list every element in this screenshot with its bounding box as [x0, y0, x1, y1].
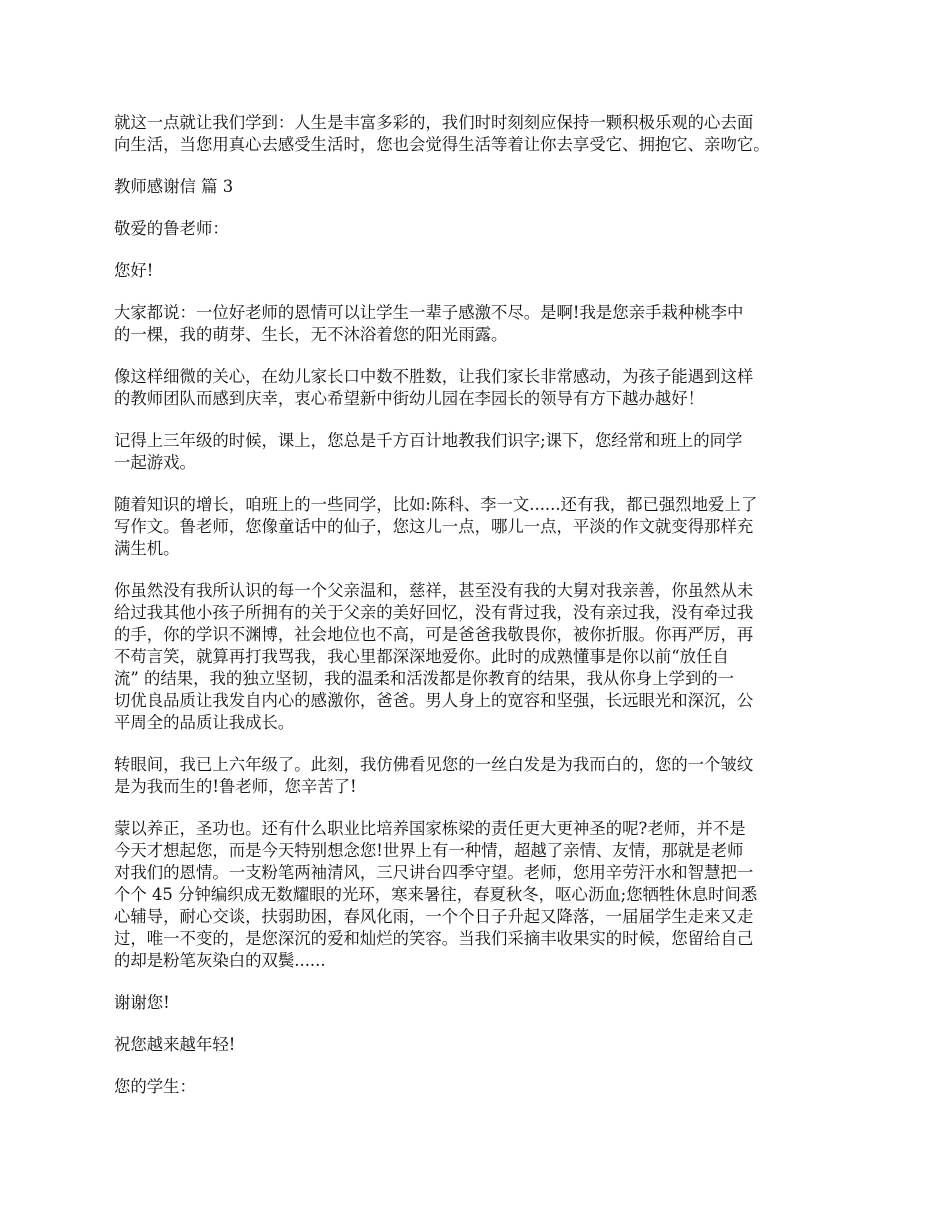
paragraph	[114, 1076, 854, 1098]
paragraph	[114, 1034, 854, 1056]
paragraph	[114, 260, 854, 282]
text-line: 记得上三年级的时候，课上，您总是千方百计地教我们识字;课下，您经常和班上的同学	[114, 431, 743, 450]
text-line: 切优良品质让我发自内心的感激你，爸爸。男人身上的宽容和坚强，长远眼光和深沉，公	[114, 691, 754, 710]
text-line: 的手，你的学识不渊博，社会地位也不高，可是爸爸我敬畏你，被你折服。你再严厉，再	[114, 625, 754, 644]
text-line: 祝您越来越年轻!	[114, 1035, 236, 1054]
text-line: 给过我其他小孩子所拥有的关于父亲的美好回忆，没有背过我，没有亲过我，没有牵过我	[114, 603, 754, 622]
text-line: 满生机。	[114, 539, 180, 558]
text-line: 不苟言笑，就算再打我骂我，我心里都深深地爱你。此时的成熟懂事是你以前“放任自	[114, 647, 729, 666]
text-line: 随着知识的增长，咱班上的一些同学，比如:陈科、李一文......还有我，都已强烈地爱上了	[114, 495, 758, 514]
text-line: 对我们的恩情。一支粉笔两袖清风，三尺讲台四季守望。老师，您用辛劳汗水和智慧把一	[114, 863, 754, 882]
text-line: 转眼间，我已上六年级了。此刻，我仿佛看见您的一丝白发是为我而白的，您的一个皱纹	[114, 755, 754, 774]
text-line: 教师感谢信 篇 3	[114, 177, 234, 196]
text-line: 今天才想起您，而是今天特别想念您!世界上有一种情，超越了亲情、友情，那就是老师	[114, 841, 744, 860]
text-line: 像这样细微的关心，在幼儿家长口中数不胜数，让我们家长非常感动，为孩子能遇到这样	[114, 367, 754, 386]
text-line: 敬爱的鲁老师：	[114, 219, 229, 238]
paragraph	[114, 366, 854, 410]
text-line: 写作文。鲁老师，您像童话中的仙子，您这儿一点，哪儿一点，平淡的作文就变得那样充	[114, 517, 754, 536]
paragraph	[114, 112, 854, 156]
text-line: 就这一点就让我们学到：人生是丰富多彩的，我们时时刻刻应保持一颗积极乐观的心去面	[114, 113, 754, 132]
text-line: 蒙以养正，圣功也。还有什么职业比培养国家栋梁的责任更大更神圣的呢?老师，并不是	[114, 819, 746, 838]
paragraph	[114, 992, 854, 1014]
text-line: 的却是粉笔灰染白的双鬓......	[114, 951, 326, 970]
text-line: 一起游戏。	[114, 453, 196, 472]
text-line: 你虽然没有我所认识的每一个父亲温和，慈祥，甚至没有我的大舅对我亲善，你虽然从未	[114, 581, 754, 600]
text-line: 的教师团队而感到庆幸，衷心希望新中街幼儿园在李园长的领导有方下越办越好！	[114, 389, 705, 408]
text-line: 流” 的结果，我的独立坚韧，我的温柔和活泼都是你教育的结果，我从你身上学到的一	[114, 669, 735, 688]
paragraph	[114, 754, 854, 798]
text-line: 平周全的品质让我成长。	[114, 713, 295, 732]
paragraph	[114, 176, 854, 198]
text-line: 谢谢您!	[114, 993, 170, 1012]
paragraph	[114, 818, 854, 972]
paragraph	[114, 580, 854, 734]
text-line: 是为我而生的!鲁老师，您辛苦了!	[114, 777, 357, 796]
text-line: 个个 45 分钟编织成无数耀眼的光环，寒来暑往，春夏秋冬，呕心沥血;您牺牲休息时间悉	[114, 885, 758, 904]
paragraph	[114, 494, 854, 560]
text-line: 您好!	[114, 261, 154, 280]
text-line: 心辅导，耐心交谈，扶弱助困，春风化雨，一个个日子升起又降落，一届届学生走来又走	[114, 907, 754, 926]
paragraph	[114, 302, 854, 346]
text-line: 大家都说：一位好老师的恩情可以让学生一辈子感激不尽。是啊!我是您亲手栽种桃李中	[114, 303, 744, 322]
paragraph	[114, 430, 854, 474]
text-line: 过，唯一不变的，是您深沉的爱和灿烂的笑容。当我们采摘丰收果实的时候，您留给自己	[114, 929, 754, 948]
text-line: 的一棵，我的萌芽、生长，无不沐浴着您的阳光雨露。	[114, 325, 508, 344]
text-line: 向生活，当您用真心去感受生活时，您也会觉得生活等着让你去享受它、拥抱它、亲吻它。	[114, 135, 770, 154]
paragraph	[114, 218, 854, 240]
text-line: 您的学生：	[114, 1077, 196, 1096]
document-body	[114, 112, 854, 1118]
